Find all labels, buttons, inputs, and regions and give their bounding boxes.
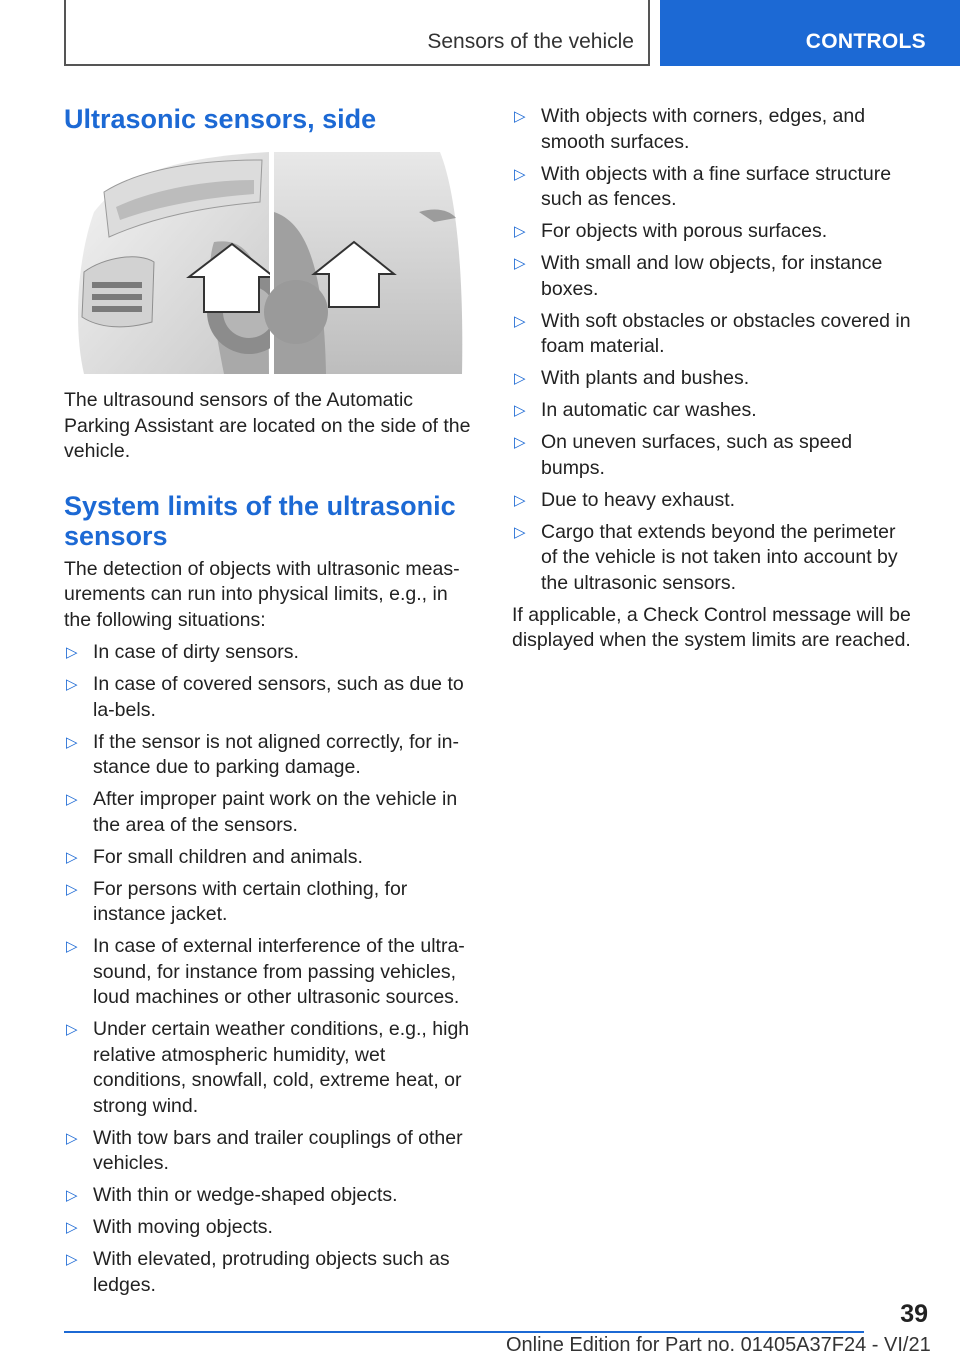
bullet-triangle-icon: ▷ <box>514 491 526 509</box>
header-section-box <box>64 0 650 66</box>
list-item: ▷ For objects with porous surfaces. <box>512 219 916 245</box>
bullet-triangle-icon: ▷ <box>66 1219 78 1236</box>
limits-list-left <box>64 640 480 1298</box>
bullet-triangle-icon: ▷ <box>66 791 78 808</box>
list-item: ▷ In case of external interference of the ultra-sound, for instance from passing vehicles, loud machines or other ultrasonic sources. <box>66 935 465 1008</box>
chapter-tab-label: CONTROLS <box>805 30 926 53</box>
bullet-triangle-icon: ▷ <box>514 108 526 125</box>
bullet-triangle-icon: ▷ <box>66 938 78 955</box>
list-item: ▷ Due to heavy exhaust. <box>512 488 916 514</box>
section-title: Sensors of the vehicle <box>427 30 634 53</box>
bullet-triangle-icon: ▷ <box>514 434 526 451</box>
bullet-triangle-icon: ▷ <box>514 312 526 330</box>
bullet-triangle-icon: ▷ <box>514 523 526 541</box>
list-item: ▷ With soft obstacles or obstacles covered in foam material. <box>514 309 911 357</box>
list-item: ▷ With plants and bushes. <box>512 366 916 392</box>
list-item: ▷ If the sensor is not aligned correctly, for in-stance due to parking damage. <box>66 730 459 778</box>
bullet-triangle-icon: ▷ <box>66 676 78 693</box>
bullet-triangle-icon: ▷ <box>66 1129 78 1147</box>
intro-paragraph: The ultrasound sensors of the Automatic Parking Assistant are located on the side of the vehicle. <box>64 389 471 462</box>
chapter-tab[interactable] <box>660 0 960 66</box>
list-item: ▷ On uneven surfaces, such as speed bumps. <box>514 431 853 479</box>
list-item: ▷ With tow bars and trailer couplings of other vehicles. <box>66 1126 463 1174</box>
list-item: ▷ Under certain weather conditions, e.g., high relative atmospheric humidity, wet conditions, snowfall, cold, extreme heat, or strong wind. <box>66 1018 470 1117</box>
bullet-triangle-icon: ▷ <box>66 1187 78 1204</box>
car-illustration-svg <box>64 152 480 374</box>
list-item: ▷ With objects with a fine surface structure such as fences. <box>514 162 892 210</box>
car-side-sensors-illustration <box>64 152 480 374</box>
list-item: ▷ For small children and animals. <box>64 845 480 871</box>
bullet-triangle-icon: ▷ <box>66 644 78 661</box>
heading-ultrasonic-sensors-side: Ultrasonic sensors, side <box>64 104 377 134</box>
list-item: ▷ With objects with corners, edges, and smooth surfaces. <box>514 105 866 153</box>
footer-edition: Online Edition for Part no. 01405A37F24 - VI/21 <box>506 1334 931 1356</box>
bullet-triangle-icon: ▷ <box>514 402 526 419</box>
right-column <box>512 100 916 654</box>
list-item: ▷ Cargo that extends beyond the perimeter of the vehicle is not taken into account by the ultrasonic sensors. <box>514 520 898 594</box>
left-column <box>64 100 480 1305</box>
bullet-triangle-icon: ▷ <box>514 165 526 183</box>
list-item: ▷ With thin or wedge-shaped objects. <box>64 1183 480 1209</box>
bullet-triangle-icon: ▷ <box>66 848 78 866</box>
bullet-triangle-icon: ▷ <box>66 880 78 898</box>
bullet-triangle-icon: ▷ <box>514 370 526 387</box>
list-item: ▷ After improper paint work on the vehicle in the area of the sensors. <box>66 788 458 836</box>
closing-paragraph: If applicable, a Check Control message will be displayed when the system limits are reached. <box>512 603 911 651</box>
bullet-triangle-icon: ▷ <box>66 1251 78 1268</box>
bullet-triangle-icon: ▷ <box>66 733 78 751</box>
list-item: ▷ With elevated, protruding objects such as ledges. <box>66 1248 450 1296</box>
list-item: ▷ In case of dirty sensors. <box>64 640 480 666</box>
limits-list-right <box>512 104 916 596</box>
list-item: ▷ For persons with certain clothing, for instance jacket. <box>66 877 408 925</box>
bullet-triangle-icon: ▷ <box>66 1021 78 1038</box>
limits-intro-paragraph: The detection of objects with ultrasonic meas-urements can run into physical limits, e.g., in the following situations: <box>64 557 460 631</box>
list-item: ▷ In automatic car washes. <box>512 398 916 424</box>
list-item: ▷ With moving objects. <box>64 1215 480 1241</box>
bullet-triangle-icon: ▷ <box>514 255 526 272</box>
list-item: ▷ In case of covered sensors, such as due to la-bels. <box>66 673 464 721</box>
footer-divider <box>64 1331 864 1333</box>
page-number: 39 <box>900 1300 928 1328</box>
list-item: ▷ With small and low objects, for instance boxes. <box>514 252 883 300</box>
bullet-triangle-icon: ▷ <box>514 223 526 240</box>
heading-system-limits: System limits of the ultrasonic sensors <box>64 490 456 551</box>
